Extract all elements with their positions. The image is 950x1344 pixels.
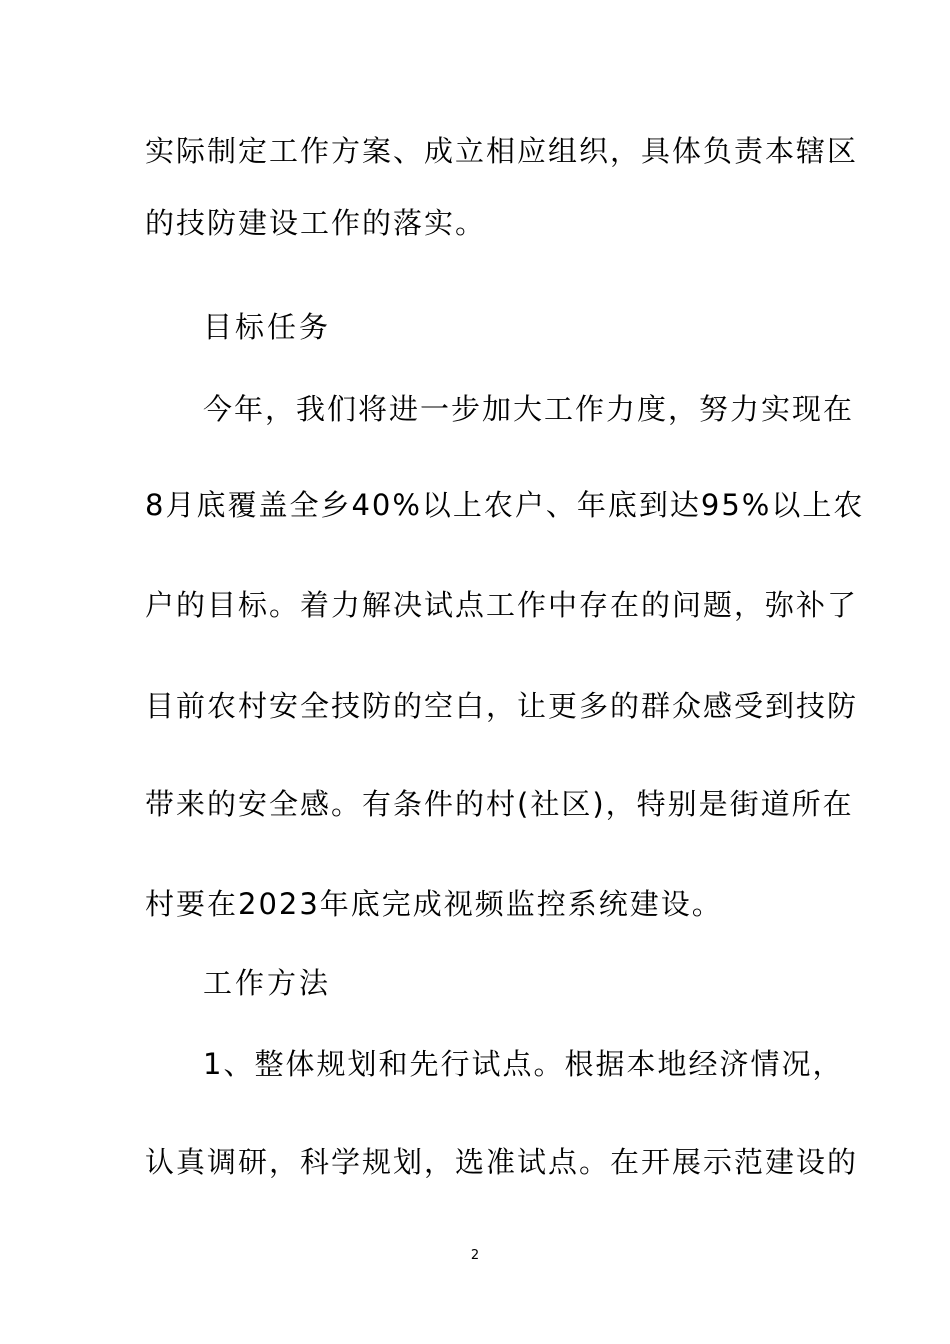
body-text-line: 今年，我们将进一步加大工作力度，努力实现在	[203, 392, 855, 426]
body-text-line: 目前农村安全技防的空白，让更多的群众感受到技防	[145, 689, 859, 723]
body-text-line: 实际制定工作方案、成立相应组织，具体负责本辖区	[145, 134, 859, 168]
section-heading-work-methods: 工作方法	[203, 966, 332, 1000]
body-text-line: 带来的安全感。有条件的村(社区)，特别是街道所在	[145, 787, 854, 821]
body-text-line: 认真调研，科学规划，选准试点。在开展示范建设的	[145, 1145, 859, 1179]
body-text-line: 1、整体规划和先行试点。根据本地经济情况，	[203, 1047, 844, 1081]
body-text-line: 的技防建设工作的落实。	[145, 206, 487, 240]
body-text-line: 户的目标。着力解决试点工作中存在的问题，弥补了	[145, 588, 859, 622]
body-text-line: 8月底覆盖全乡40%以上农户、年底到达95%以上农	[145, 488, 865, 522]
page-number: 2	[470, 1248, 480, 1263]
section-heading-target-tasks: 目标任务	[203, 310, 332, 344]
body-text-line: 村要在2023年底完成视频监控系统建设。	[145, 887, 723, 921]
